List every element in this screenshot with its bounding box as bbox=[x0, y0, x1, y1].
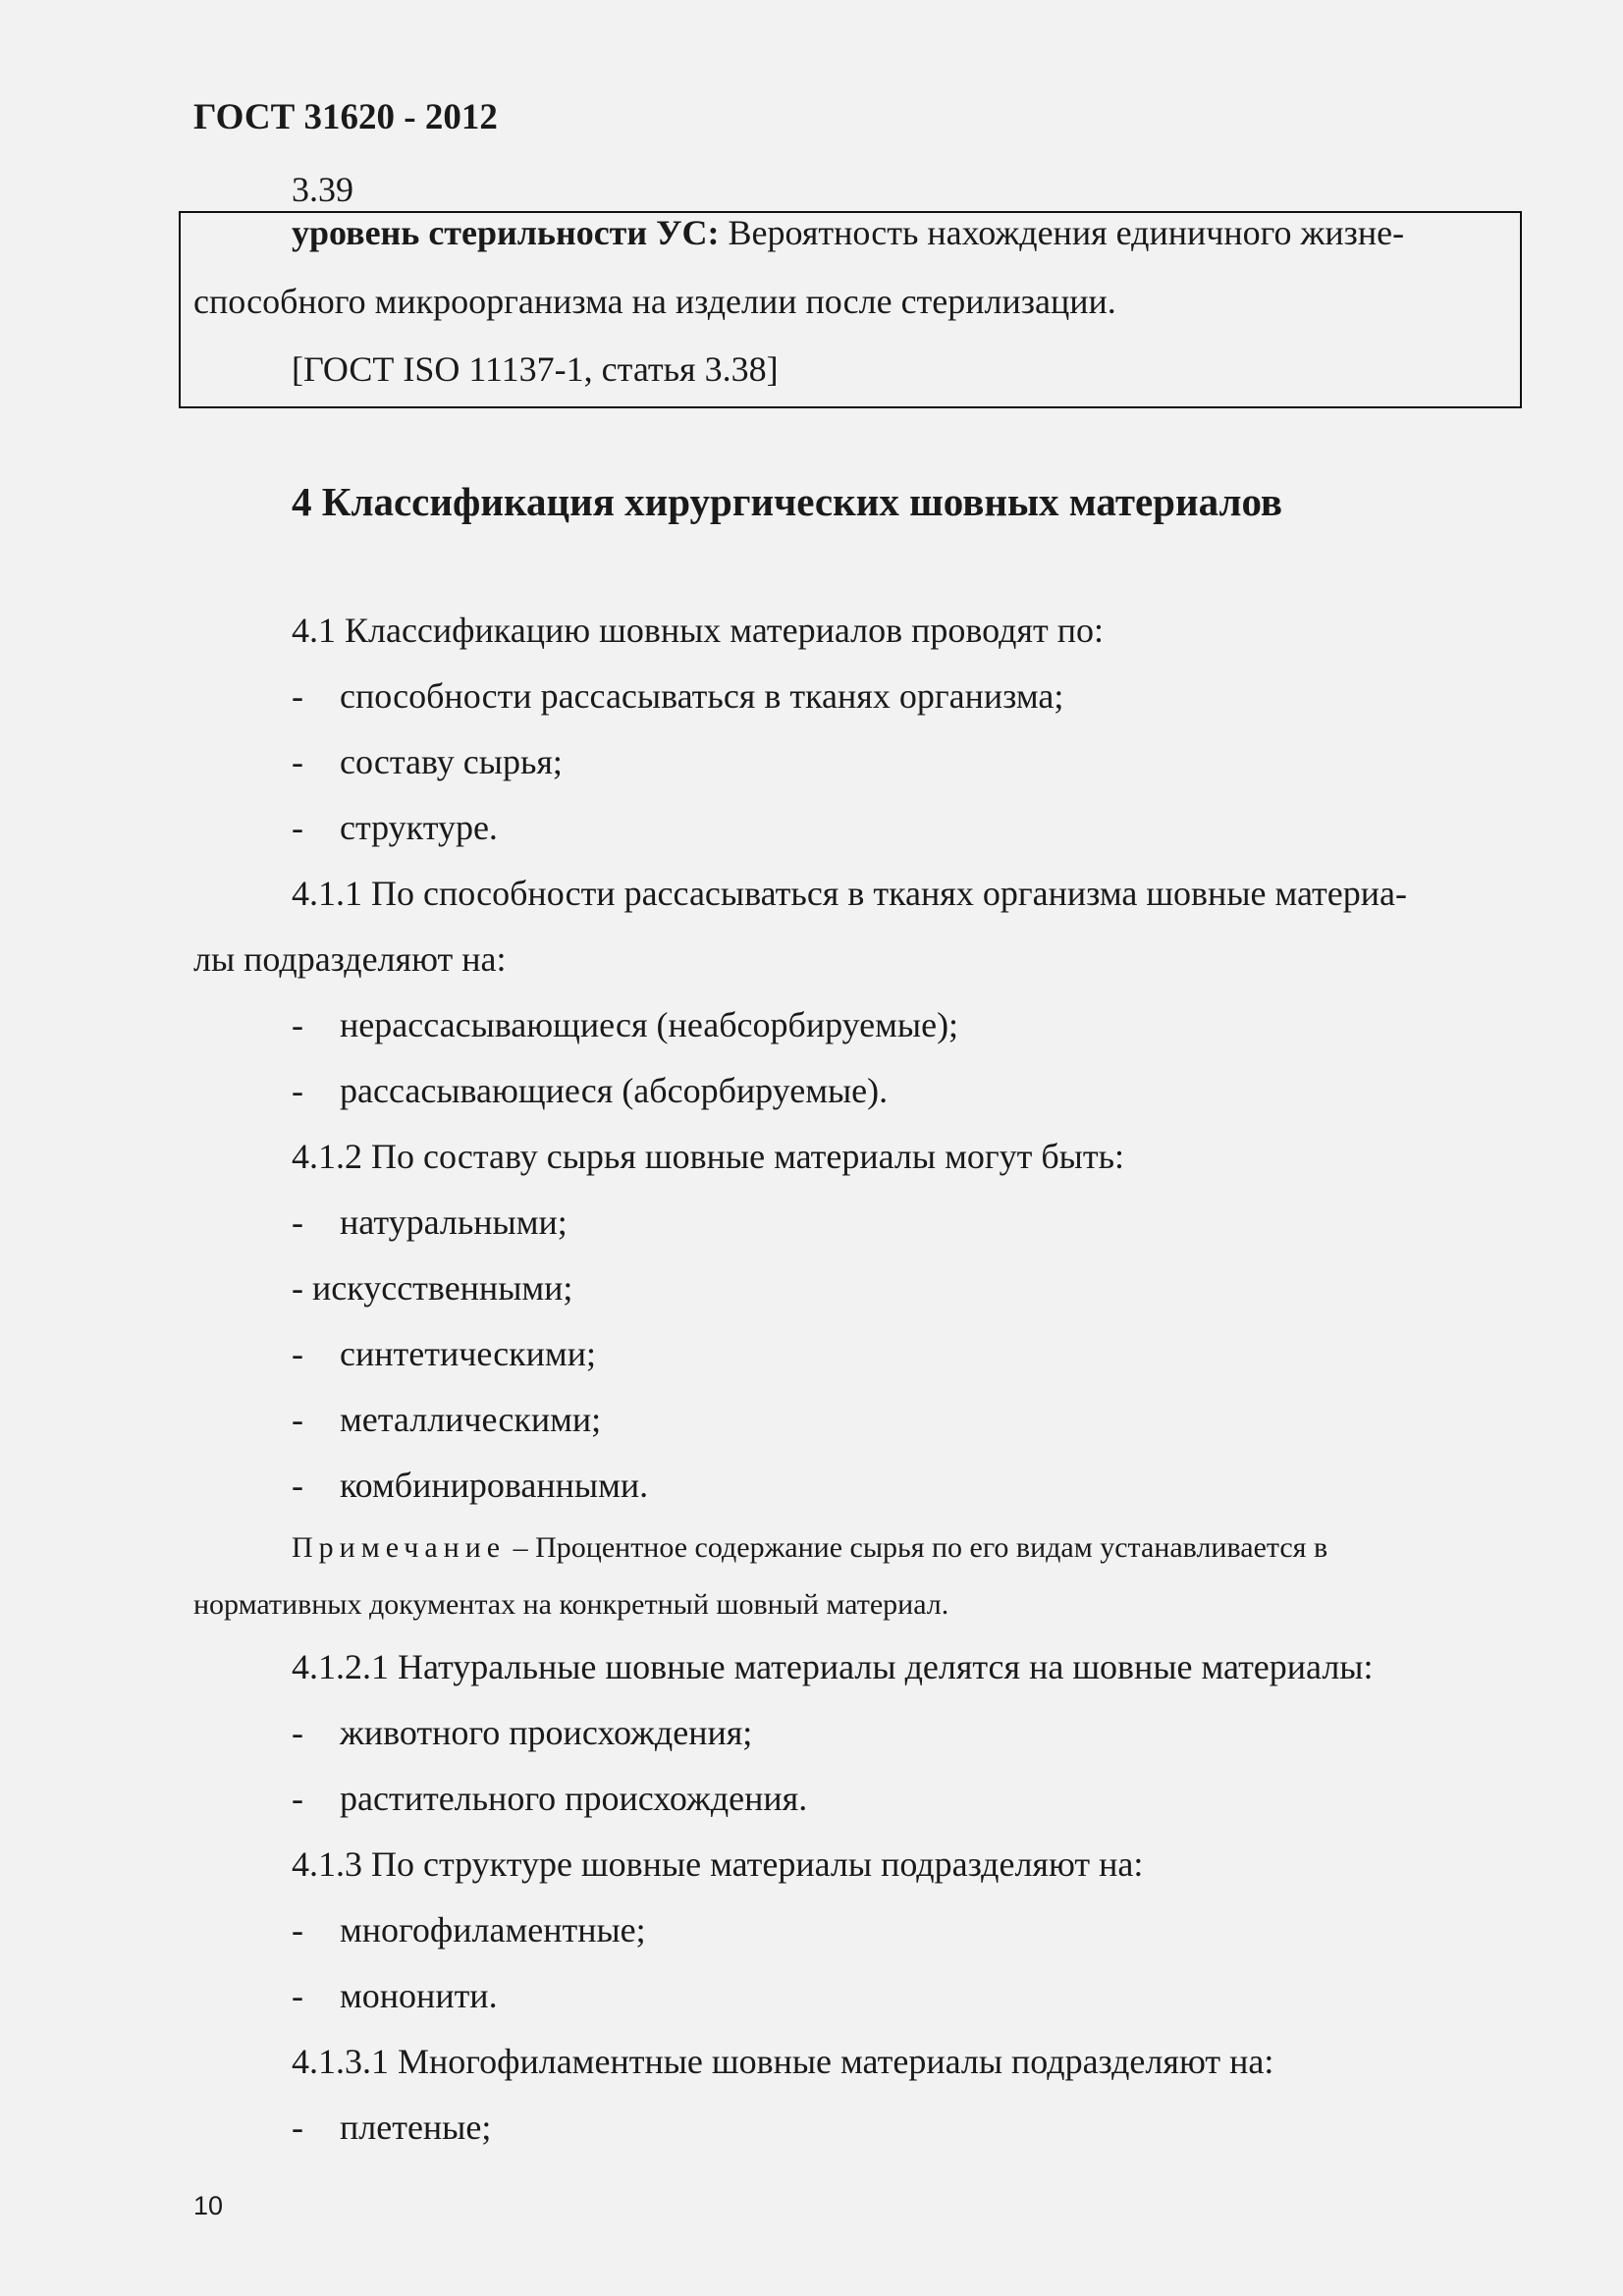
paragraph-4-1-3: 4.1.3 По структуре шовные материалы подразделяют на: bbox=[292, 1844, 1144, 1884]
list-dash: - bbox=[292, 1400, 303, 1439]
list-item: комбинированными. bbox=[340, 1466, 649, 1505]
term-name: уровень стерильности УС: bbox=[292, 213, 720, 252]
list-item: мононити. bbox=[340, 1976, 498, 2015]
list-item: многофиламентные; bbox=[340, 1910, 646, 1949]
list-dash: - bbox=[292, 808, 303, 847]
section-title: 4 Классификация хирургических шовных материалов bbox=[292, 479, 1283, 524]
list-dash: - bbox=[292, 1202, 303, 1242]
note-line-1 bbox=[292, 1531, 1327, 1565]
term-number: 3.39 bbox=[292, 170, 353, 209]
note-label: Примечание bbox=[292, 1531, 507, 1564]
list-dash: - bbox=[292, 1976, 303, 2015]
note-text: – Процентное содержание сырья по его видам устанавливается в bbox=[506, 1531, 1328, 1564]
term-source: [ГОСТ ISO 11137-1, статья 3.38] bbox=[292, 349, 779, 389]
list-dash: - bbox=[292, 742, 303, 781]
list-item: синтетическими; bbox=[340, 1334, 596, 1373]
list-dash: - bbox=[292, 1334, 303, 1373]
list-item: способности рассасываться в тканях организма; bbox=[340, 676, 1064, 716]
paragraph-4-1-3-1: 4.1.3.1 Многофиламентные шовные материалы подразделяют на: bbox=[292, 2042, 1274, 2081]
list-item: структуре. bbox=[340, 808, 498, 847]
paragraph-4-1-2: 4.1.2 По составу сырья шовные материалы могут быть: bbox=[292, 1137, 1125, 1176]
list-dash: - bbox=[292, 2108, 303, 2147]
paragraph-4-1-2-1: 4.1.2.1 Натуральные шовные материалы делятся на шовные материалы: bbox=[292, 1647, 1374, 1686]
list-item: растительного происхождения. bbox=[340, 1779, 808, 1818]
list-item: натуральными; bbox=[340, 1202, 568, 1242]
list-item: составу сырья; bbox=[340, 742, 563, 781]
list-dash: - bbox=[292, 676, 303, 716]
list-item: животного происхождения; bbox=[340, 1713, 753, 1752]
paragraph-4-1-1-line-1: 4.1.1 По способности рассасываться в тканях организма шовные материа- bbox=[292, 874, 1408, 913]
note-line-2: нормативных документах на конкретный шовный материал. bbox=[193, 1588, 949, 1621]
list-dash: - bbox=[292, 1005, 303, 1044]
paragraph-4-1-1-line-2: лы подразделяют на: bbox=[193, 939, 507, 979]
page-number: 10 bbox=[193, 2191, 224, 2220]
term-definition-text: Вероятность нахождения единичного жизне- bbox=[719, 213, 1405, 252]
list-dash: - bbox=[292, 1910, 303, 1949]
list-item: металлическими; bbox=[340, 1400, 602, 1439]
list-item: нерассасывающиеся (неабсорбируемые); bbox=[340, 1005, 959, 1044]
list-item: плетеные; bbox=[340, 2108, 492, 2147]
list-dash: - bbox=[292, 1071, 303, 1110]
paragraph-4-1: 4.1 Классификацию шовных материалов проводят по: bbox=[292, 611, 1104, 650]
list-item: - искусственными; bbox=[292, 1268, 573, 1308]
term-definition-line-1 bbox=[292, 212, 1404, 253]
list-dash: - bbox=[292, 1779, 303, 1818]
term-definition-line-2: способного микроорганизма на изделии после стерилизации. bbox=[193, 282, 1116, 321]
document-header: ГОСТ 31620 - 2012 bbox=[193, 97, 498, 137]
list-item: рассасывающиеся (абсорбируемые). bbox=[340, 1071, 889, 1110]
list-dash: - bbox=[292, 1713, 303, 1752]
list-dash: - bbox=[292, 1466, 303, 1505]
